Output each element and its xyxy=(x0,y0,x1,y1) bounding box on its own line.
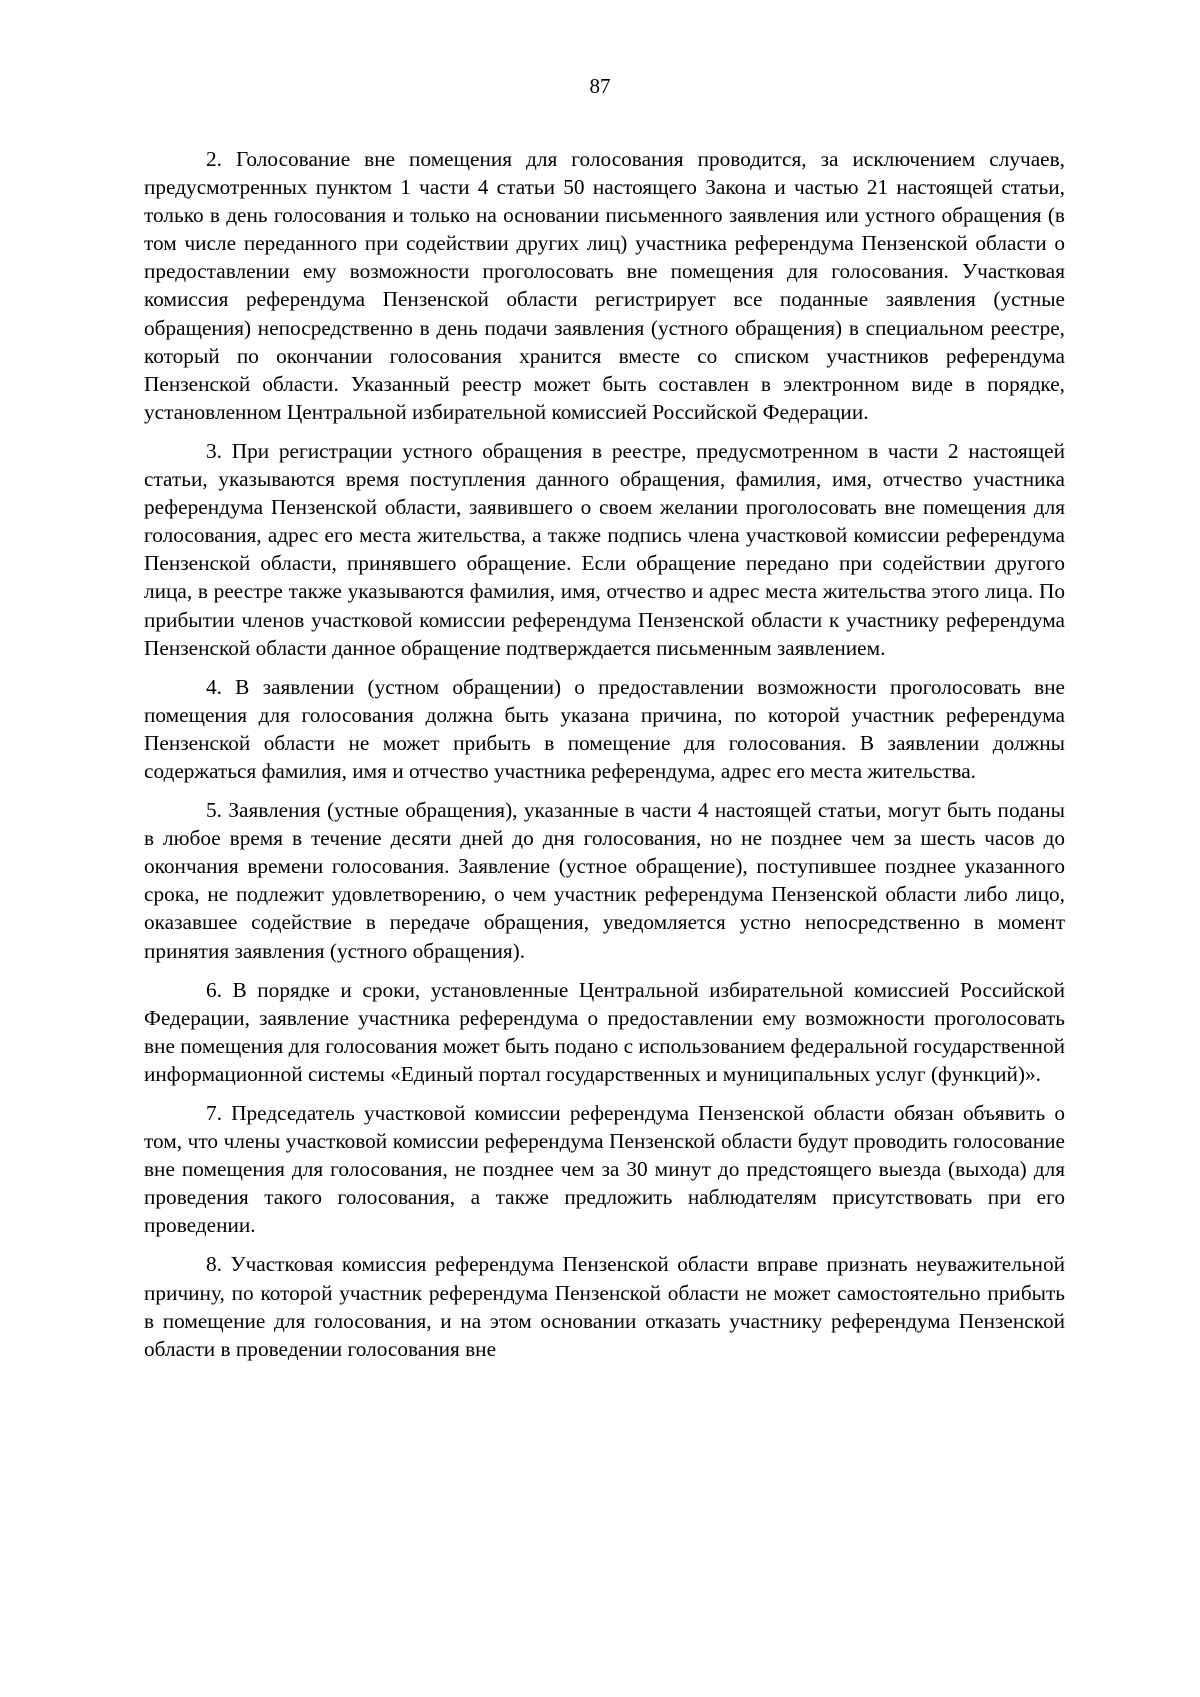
paragraph-8: 8. Участковая комиссия референдума Пензенской области вправе признать неуважительной причину, по которой участник референдума Пензенской области не может самостоятельно прибыть в помещение для голосования, и на этом основании отказать участнику референдума Пензенской области в проведении голосования вне xyxy=(144,1252,1065,1361)
paragraph-7: 7. Председатель участковой комиссии референдума Пензенской области обязан объявить о том, что члены участковой комиссии референдума Пензенской области будут проводить голосование вне помещения для голосования, не позднее чем за 30 минут до предстоящего выезда (выхода) для проведения такого голосования, а также предложить наблюдателям присутствовать при его проведении. xyxy=(144,1101,1065,1238)
document-body xyxy=(144,145,1065,1374)
paragraph-3: 3. При регистрации устного обращения в реестре, предусмотренном в части 2 настоящей статьи, указываются время поступления данного обращения, фамилия, имя, отчество участника референдума Пензенской области, заявившего о своем желании проголосовать вне помещения для голосования, адрес его места жительства, а также подпись члена участковой комиссии референдума Пензенской области, принявшего обращение. Если обращение передано при содействии другого лица, в реестре также указываются фамилия, имя, отчество и адрес места жительства этого лица. По прибытии членов участковой комиссии референдума Пензенской области к участнику референдума Пензенской области данное обращение подтверждается письменным заявлением. xyxy=(144,438,1065,660)
paragraph-2: 2. Голосование вне помещения для голосования проводится, за исключением случаев, предусмотренных пунктом 1 части 4 статьи 50 настоящего Закона и частью 21 настоящей статьи, только в день голосования и только на основании письменного заявления или устного обращения (в том числе переданного при содействии других лиц) участника референдума Пензенской области о предоставлении ему возможности проголосовать вне помещения для голосования. Участковая комиссия референдума Пензенской области регистрирует все поданные заявления (устные обращения) непосредственно в день подачи заявления (устного обращения) в специальном реестре, который по окончании голосования хранится вместе со списком участников референдума Пензенской области. Указанный реестр может быть составлен в электронном виде в порядке, установленном Центральной избирательной комиссией Российской Федерации. xyxy=(144,147,1065,424)
page-number: 87 xyxy=(589,74,611,98)
paragraph-4: 4. В заявлении (устном обращении) о предоставлении возможности проголосовать вне помещения для голосования должна быть указана причина, по которой участник референдума Пензенской области не может прибыть в помещение для голосования. В заявлении должны содержаться фамилия, имя и отчество участника референдума, адрес его места жительства. xyxy=(144,674,1065,783)
paragraph-5: 5. Заявления (устные обращения), указанные в части 4 настоящей статьи, могут быть поданы в любое время в течение десяти дней до дня голосования, но не позднее чем за шесть часов до окончания времени голосования. Заявление (устное обращение), поступившее позднее указанного срока, не подлежит удовлетворению, о чем участник референдума Пензенской области либо лицо, оказавшее содействие в передаче обращения, уведомляется устно непосредственно в момент принятия заявления (устного обращения). xyxy=(144,798,1065,963)
paragraph-6: 6. В порядке и сроки, установленные Центральной избирательной комиссией Российской Федерации, заявление участника референдума о предоставлении ему возможности проголосовать вне помещения для голосования может быть подано с использованием федеральной государственной информационной системы «Единый портал государственных и муниципальных услуг (функций)». xyxy=(144,977,1065,1086)
